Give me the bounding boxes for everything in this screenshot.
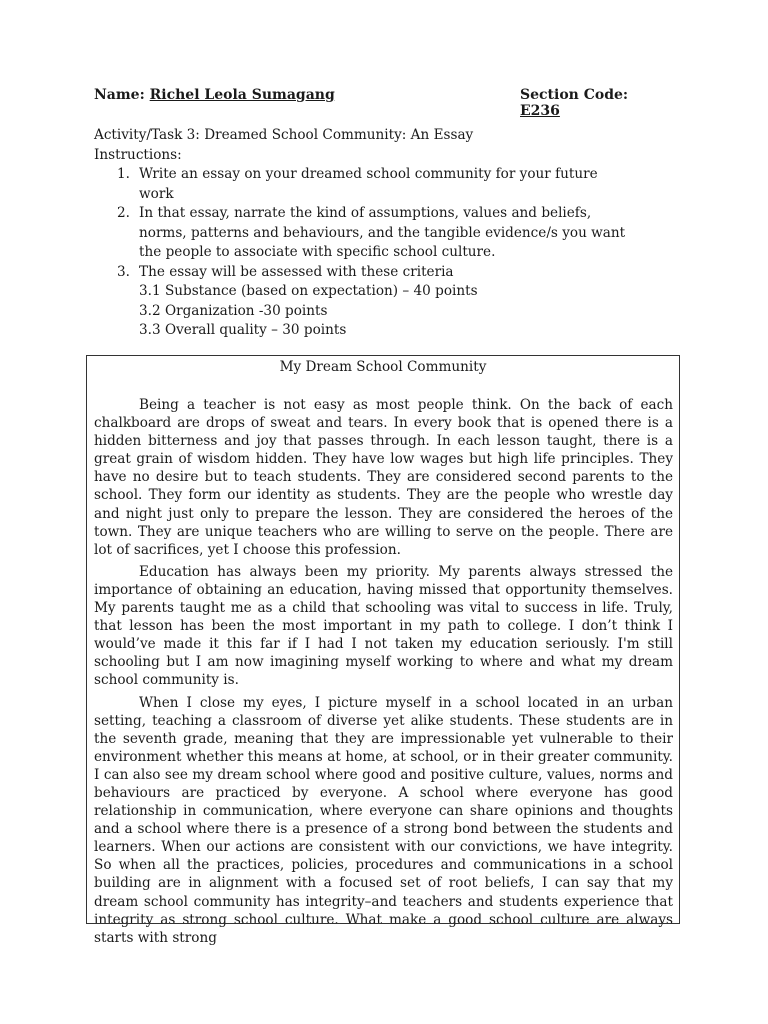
name-label: Name: — [94, 87, 150, 103]
essay-title: My Dream School Community — [279, 359, 487, 375]
activity-instructions — [94, 126, 634, 341]
activity-title: Activity/Task 3: Dreamed School Community: An Essay — [94, 127, 474, 143]
instruction-item: 3. The essay will be assessed with these criteria 3.1 Substance (based on expectation) – 40 points 3.2 Organization -30 points 3.3 Overall quality – 30 points — [94, 263, 634, 341]
essay-box — [86, 355, 680, 946]
essay-paragraph: Education has always been my priority. My parents always stressed the importance of obtaining an education, having missed that opportunity themselves. My parents taught me as a child that schooling was vital to success in life. Truly, that lesson has been the most important in my path to college. I don’t think I would’ve made it this far if I had I not taken my education seriously. I'm still schooling but I am now imagining myself working to where and what my dream school community is. — [94, 563, 673, 689]
section-label: Section Code: — [520, 87, 629, 103]
section-code — [520, 87, 664, 119]
name-value: Richel Leola Sumagang — [149, 87, 335, 103]
student-name — [94, 87, 335, 103]
section-value: E236 — [520, 103, 560, 119]
essay-body — [87, 396, 679, 947]
instruction-item: 1. Write an essay on your dreamed school community for your future work — [117, 166, 598, 202]
essay-box-bottom-border — [86, 923, 680, 924]
essay-paragraph: When I close my eyes, I picture myself in a school located in an urban setting, teaching a classroom of diverse yet alike students. These students are in the seventh grade, meaning that they are impressionable yet vulnerable to their environment whether this means at home, at school, or in their greater community. I can also see my dream school where good and positive culture, values, norms and behaviours are practiced by everyone. A school where everyone has good relationship in communication, where everyone can share opinions and thoughts and a school where there is a presence of a strong bond between the students and learners. When our actions are consistent with our convictions, we have integrity. So when all the practices, policies, procedures and communications in a school building are in alignment with a focused set of root beliefs, I can say that my dream school community has integrity–and teachers and students experience that integrity as strong school culture. What make a good school culture are always starts with strong — [94, 694, 673, 946]
instruction-item: 2. In that essay, narrate the kind of assumptions, values and beliefs, norms, patterns and behaviours, and the tangible evidence/s you want the people to associate with specific school culture. — [117, 205, 626, 260]
essay-paragraph: Being a teacher is not easy as most people think. On the back of each chalkboard are drops of sweat and tears. In every book that is opened there is a hidden bitterness and joy that passes through. In each lesson taught, there is a great grain of wisdom hidden. They have low wages but high life principles. They have no desire but to teach students. They are considered second parents to the school. They form our identity as students. They are the people who wrestle day and night just only to prepare the lesson. They are considered the heroes of the town. They are unique teachers who are willing to serve on the people. There are lot of sacrifices, yet I choose this profession. — [94, 397, 673, 558]
instructions-list — [94, 165, 634, 341]
criteria-item: 3.3 Overall quality – 30 points — [139, 322, 347, 338]
criteria-item: 3.1 Substance (based on expectation) – 40 points — [139, 283, 478, 299]
instructions-label: Instructions: — [94, 146, 182, 163]
criteria-item: 3.2 Organization -30 points — [139, 302, 328, 319]
